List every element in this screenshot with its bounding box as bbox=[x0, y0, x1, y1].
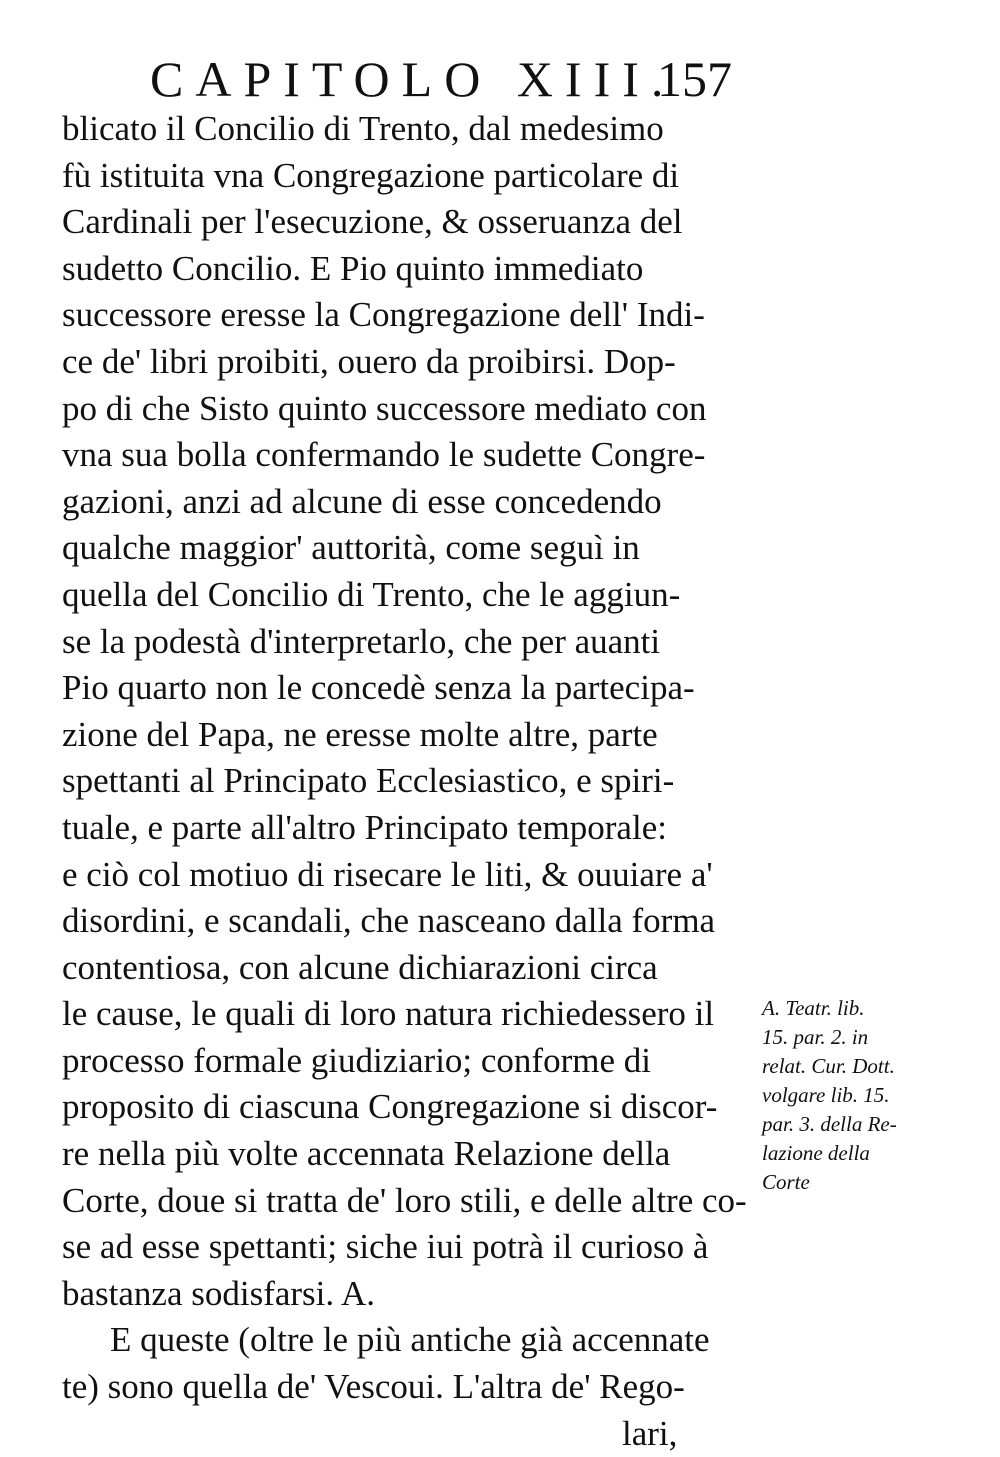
text-line: e ciò col motiuo di risecare le liti, & ouuiare a' bbox=[62, 854, 713, 894]
text-line: disordini, e scandali, che nasceano dalla forma bbox=[62, 901, 716, 941]
text-line: zione del Papa, ne eresse molte altre, parte bbox=[62, 714, 658, 754]
text-line: tuale, e parte all'altro Principato temporale: bbox=[62, 807, 667, 847]
citation-line: relat. Cur. Dott. bbox=[762, 1054, 895, 1078]
marginal-citation bbox=[762, 994, 942, 1197]
text-line: blicato il Concilio di Trento, dal medesimo bbox=[62, 109, 664, 148]
text-line: quella del Concilio di Trento, che le aggiun- bbox=[62, 574, 681, 614]
text-line: successore eresse la Congregazione dell' Indi- bbox=[62, 295, 705, 335]
text-line: Pio quarto non le concedè senza la partecipa- bbox=[62, 668, 695, 708]
text-line: contentiosa, con alcune dichiarazioni circa bbox=[62, 947, 658, 987]
text-line: processo formale giudiziario; conforme di bbox=[62, 1040, 651, 1080]
citation-line: volgare lib. 15. bbox=[762, 1083, 890, 1107]
main-text-block bbox=[62, 106, 752, 1457]
catchword: lari, bbox=[622, 1413, 678, 1453]
text-line: se la podestà d'interpretarlo, che per auanti bbox=[62, 621, 661, 661]
citation-line: lazione della bbox=[762, 1141, 870, 1165]
chapter-heading: CAPITOLO XIII. bbox=[150, 51, 676, 107]
page-number: 157 bbox=[657, 51, 732, 107]
text-line: Cardinali per l'esecuzione, & osseruanza del bbox=[62, 202, 683, 242]
text-line: vna sua bolla confermando le sudette Congre- bbox=[62, 435, 706, 475]
text-line: le cause, le quali di loro natura richiedessero il bbox=[62, 994, 715, 1034]
text-line: spettanti al Principato Ecclesiastico, e spiri- bbox=[62, 761, 675, 801]
citation-line: 15. par. 2. in bbox=[762, 1025, 869, 1049]
paragraph-start-line: E queste (oltre le più antiche già accennate bbox=[110, 1320, 710, 1360]
text-line: fù istituita vna Congregazione particolare di bbox=[62, 155, 680, 195]
citation-line: Corte bbox=[762, 1170, 810, 1194]
text-line: gazioni, anzi ad alcune di esse concedendo bbox=[62, 481, 662, 521]
text-line: re nella più volte accennata Relazione della bbox=[62, 1134, 671, 1174]
citation-line: A. Teatr. lib. bbox=[762, 996, 865, 1020]
text-line: proposito di ciascuna Congregazione si discor- bbox=[62, 1087, 718, 1127]
text-line: sudetto Concilio. E Pio quinto immediato bbox=[62, 248, 644, 288]
text-line: se ad esse spettanti; siche iui potrà il curioso à bbox=[62, 1227, 709, 1267]
text-line: Corte, doue si tratta de' loro stili, e delle altre co- bbox=[62, 1180, 747, 1220]
text-line: ce de' libri proibiti, ouero da proibirsi. Dop- bbox=[62, 341, 676, 381]
text-line: qualche maggior' auttorità, come seguì in bbox=[62, 528, 640, 568]
text-line: bastanza sodisfarsi. A. bbox=[62, 1273, 375, 1313]
citation-line: par. 3. della Re- bbox=[762, 1112, 897, 1136]
text-line: po di che Sisto quinto successore mediato con bbox=[62, 388, 707, 428]
text-line: te) sono quella de' Vescoui. L'altra de' Rego- bbox=[62, 1367, 685, 1407]
